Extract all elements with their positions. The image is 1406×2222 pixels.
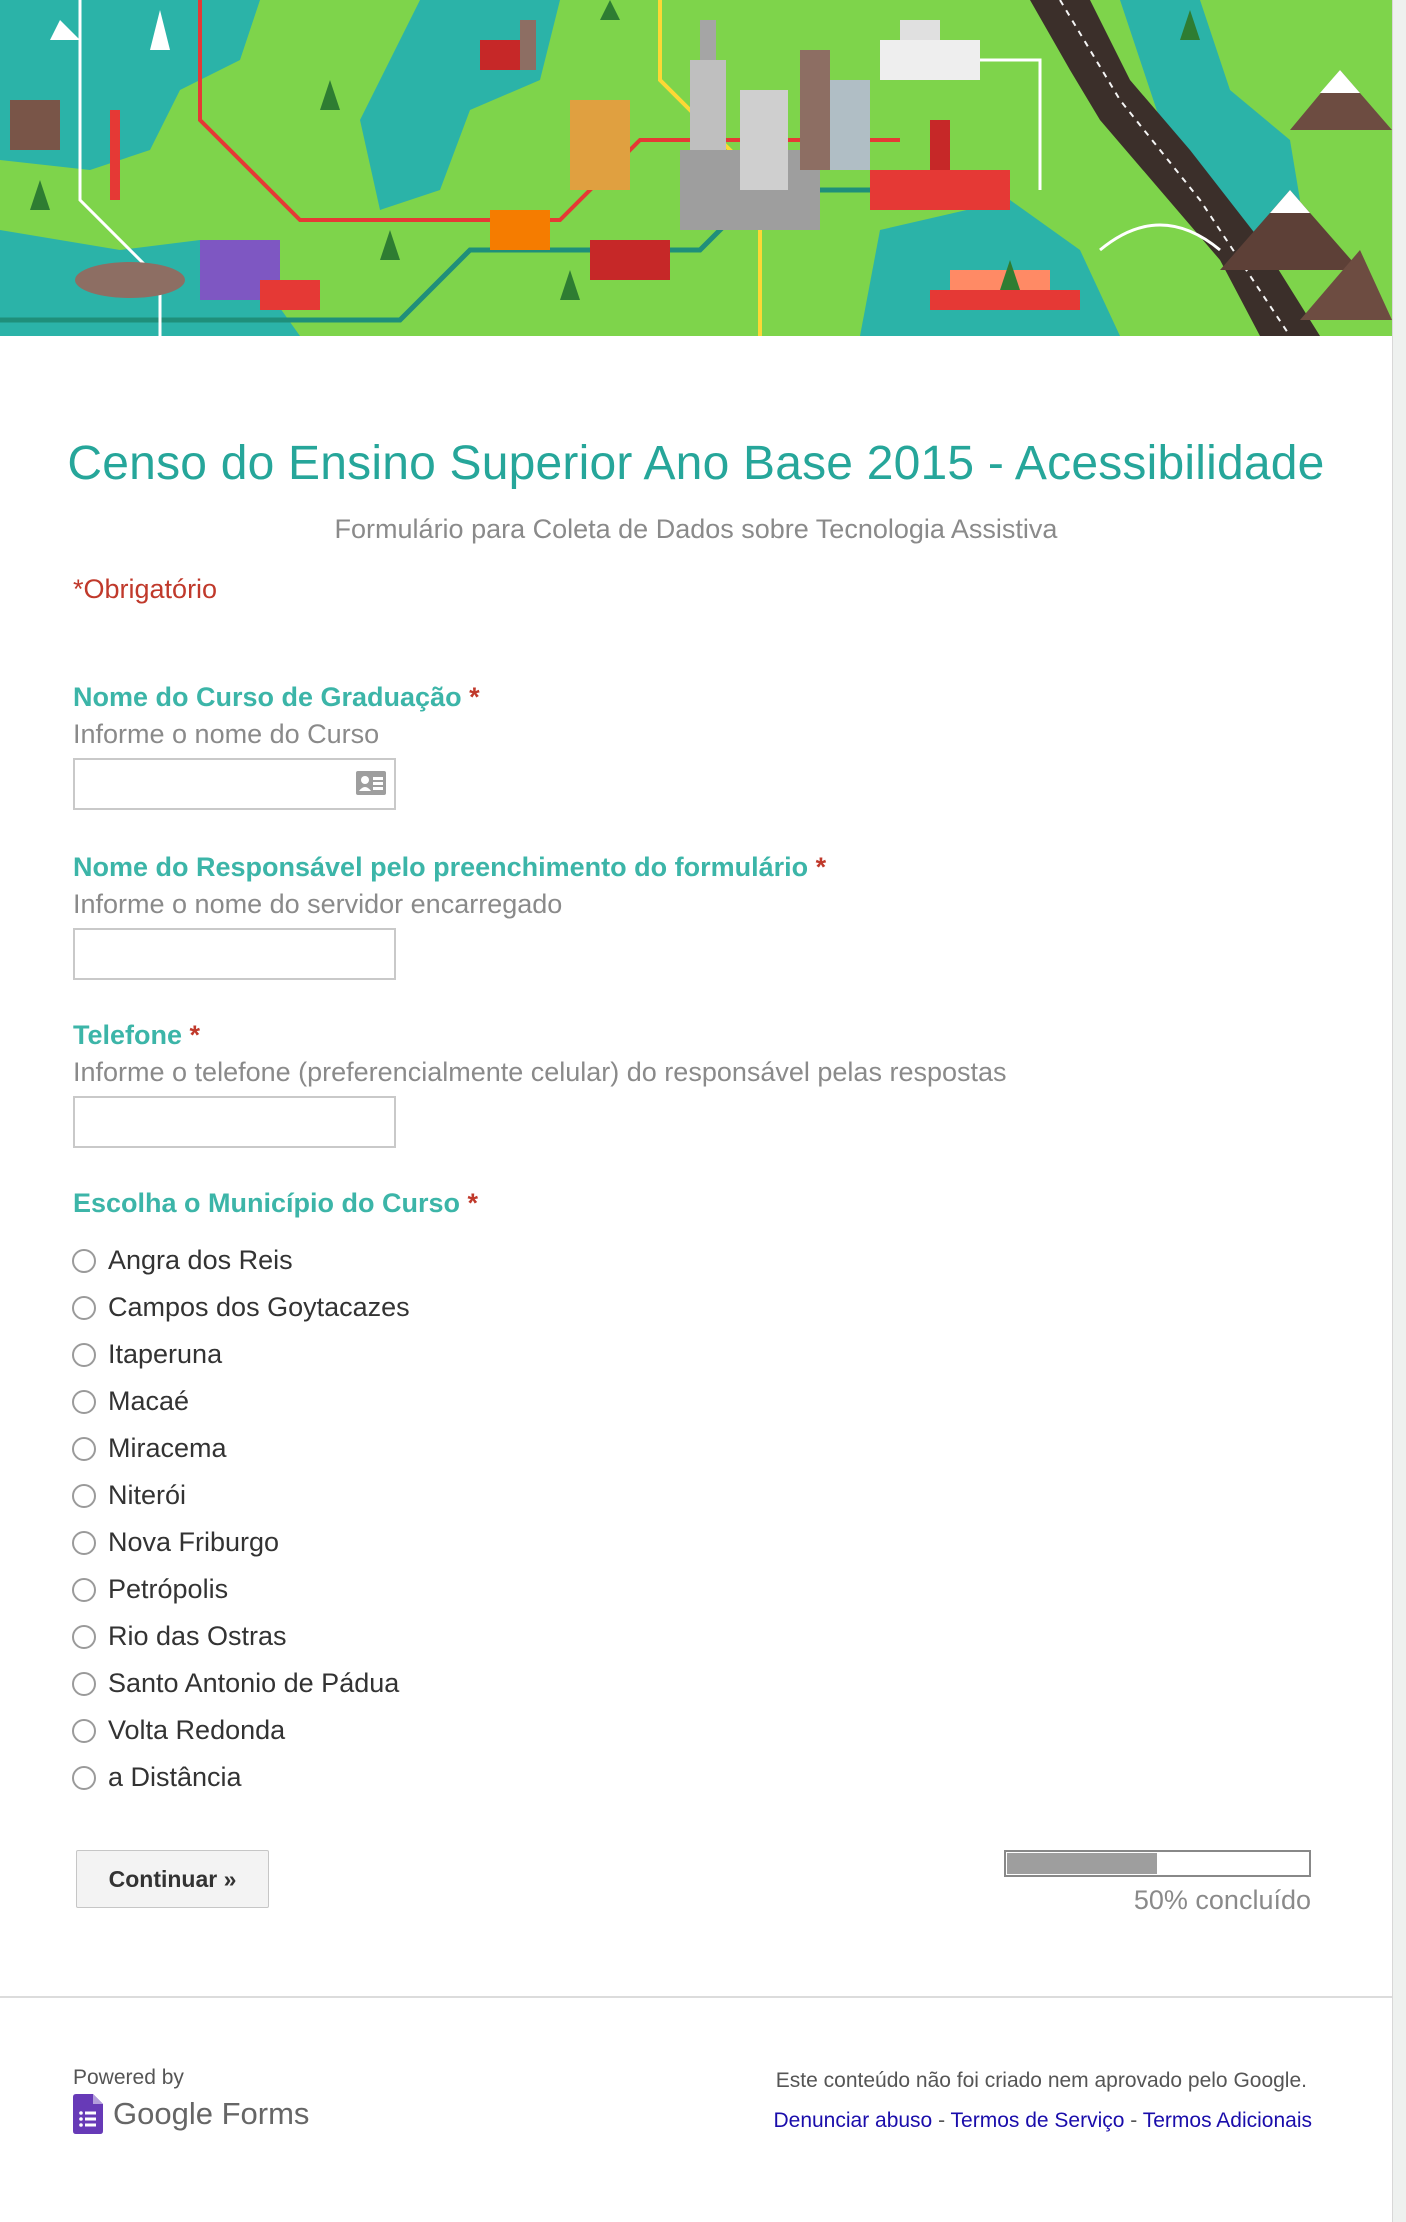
required-star: *	[189, 1020, 201, 1050]
question-label	[73, 1020, 1007, 1051]
radio-label[interactable]: Volta Redonda	[108, 1715, 286, 1745]
required-note: *Obrigatório	[73, 574, 218, 604]
radio-button[interactable]	[72, 1766, 96, 1790]
radio-option[interactable]	[73, 1284, 478, 1331]
link-separator: -	[932, 2109, 951, 2132]
question-label	[73, 682, 480, 713]
disclaimer-text: Este conteúdo não foi criado nem aprovado pelo Google.	[775, 2069, 1307, 2092]
radio-button[interactable]	[72, 1484, 96, 1508]
radio-option[interactable]	[73, 1331, 478, 1378]
radio-option[interactable]	[73, 1519, 478, 1566]
required-star: *	[469, 682, 480, 712]
radio-button[interactable]	[72, 1578, 96, 1602]
question-label-text: Telefone	[73, 1020, 183, 1050]
radio-option[interactable]	[73, 1660, 478, 1707]
report-abuse-link[interactable]: Denunciar abuso	[773, 2109, 933, 2132]
continue-button[interactable]: Continuar »	[76, 1850, 269, 1908]
telefone-input[interactable]	[73, 1096, 396, 1148]
radio-option[interactable]	[73, 1237, 478, 1284]
radio-button[interactable]	[72, 1531, 96, 1555]
radio-option[interactable]	[73, 1472, 478, 1519]
radio-label[interactable]: Angra dos Reis	[108, 1245, 293, 1275]
radio-button[interactable]	[72, 1437, 96, 1461]
footer-divider	[0, 1996, 1392, 1998]
progress-fill	[1007, 1853, 1157, 1874]
radio-label[interactable]: Campos dos Goytacazes	[108, 1292, 410, 1322]
question-label-text: Nome do Responsável pelo preenchimento do formulário	[73, 852, 809, 882]
google-forms-logo[interactable]	[73, 2094, 309, 2134]
google-forms-wordmark: Google Forms	[113, 2096, 310, 2131]
radio-option[interactable]	[73, 1754, 478, 1801]
question-label	[73, 852, 826, 883]
radio-option[interactable]	[73, 1613, 478, 1660]
required-star: *	[467, 1188, 479, 1218]
question-label	[73, 1188, 478, 1219]
question-responsavel	[73, 852, 826, 980]
radio-label[interactable]: Petrópolis	[108, 1574, 229, 1604]
radio-label[interactable]: Macaé	[108, 1386, 190, 1416]
curso-input[interactable]	[73, 758, 396, 810]
radio-button[interactable]	[72, 1296, 96, 1320]
responsavel-input[interactable]	[73, 928, 396, 980]
form-title: Censo do Ensino Superior Ano Base 2015 - Acessibilidade	[67, 437, 1325, 490]
progress-bar	[1004, 1850, 1311, 1877]
radio-button[interactable]	[72, 1343, 96, 1367]
radio-button[interactable]	[72, 1719, 96, 1743]
radio-label[interactable]: Santo Antonio de Pádua	[108, 1668, 400, 1698]
radio-option[interactable]	[73, 1707, 478, 1754]
question-label-text: Escolha o Município do Curso	[73, 1188, 461, 1218]
question-help: Informe o nome do servidor encarregado	[73, 889, 563, 919]
radio-button[interactable]	[72, 1249, 96, 1273]
footer-links	[773, 2109, 1312, 2133]
window-gutter	[1393, 0, 1406, 2222]
question-telefone	[73, 1020, 1007, 1148]
progress-text: 50% concluído	[1133, 1885, 1311, 1915]
question-curso	[73, 682, 480, 810]
question-label-text: Nome do Curso de Graduação	[73, 682, 462, 712]
google-forms-icon	[73, 2094, 103, 2134]
city-map-illustration	[0, 0, 1392, 336]
question-help: Informe o telefone (preferencialmente celular) do responsável pelas respostas	[73, 1057, 1007, 1087]
radio-option[interactable]	[73, 1566, 478, 1613]
progress-indicator	[1004, 1850, 1311, 1916]
link-separator: -	[1124, 2109, 1143, 2132]
terms-of-service-link[interactable]: Termos de Serviço	[950, 2109, 1125, 2132]
radio-option[interactable]	[73, 1378, 478, 1425]
municipio-radio-group	[73, 1237, 478, 1801]
required-star: *	[815, 852, 827, 882]
radio-label[interactable]: Miracema	[108, 1433, 227, 1463]
additional-terms-link[interactable]: Termos Adicionais	[1142, 2109, 1312, 2132]
question-help: Informe o nome do Curso	[73, 719, 380, 749]
radio-label[interactable]: a Distância	[108, 1762, 242, 1792]
radio-button[interactable]	[72, 1390, 96, 1414]
question-municipio	[73, 1188, 478, 1801]
radio-button[interactable]	[72, 1672, 96, 1696]
radio-label[interactable]: Nova Friburgo	[108, 1527, 280, 1557]
radio-option[interactable]	[73, 1425, 478, 1472]
radio-label[interactable]: Itaperuna	[108, 1339, 223, 1369]
header-banner	[0, 0, 1392, 336]
contact-card-icon[interactable]	[356, 771, 386, 795]
powered-by-text: Powered by	[73, 2066, 184, 2089]
radio-button[interactable]	[72, 1625, 96, 1649]
radio-label[interactable]: Rio das Ostras	[108, 1621, 287, 1651]
radio-label[interactable]: Niterói	[108, 1480, 187, 1510]
form-subtitle: Formulário para Coleta de Dados sobre Tecnologia Assistiva	[334, 514, 1058, 544]
